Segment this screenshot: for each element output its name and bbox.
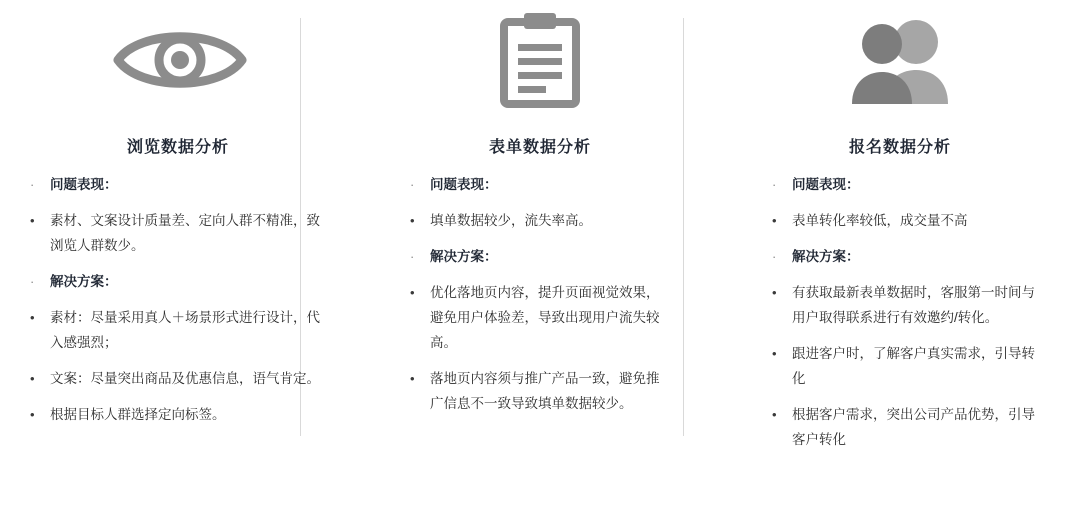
- list-item-text: 素材、文案设计质量差、定向人群不精准，致浏览人群数少。: [50, 212, 320, 253]
- list-item: [30, 306, 320, 356]
- list-item: [772, 173, 1040, 198]
- bullet-marker: •: [772, 284, 777, 300]
- bullet-marker: •: [410, 284, 415, 300]
- list-item-text: 问题表现：: [50, 177, 118, 192]
- bullet-marker: •: [30, 406, 35, 422]
- list-item: [410, 281, 668, 356]
- list-item: [30, 173, 320, 198]
- column-title: 表单数据分析: [488, 139, 591, 156]
- bullet-list: [376, 173, 704, 417]
- column-signup-data-analysis: [720, 0, 1080, 506]
- bullet-marker: •: [30, 212, 35, 228]
- list-item: [410, 367, 668, 417]
- bullet-marker: •: [410, 370, 415, 386]
- list-item-text: 问题表现：: [792, 177, 860, 192]
- list-item: [410, 245, 668, 270]
- bullet-marker: •: [772, 212, 777, 228]
- bullet-marker: ·: [30, 273, 35, 289]
- list-item-text: 跟进客户时，了解客户真实需求，引导转化: [792, 345, 1035, 386]
- list-item-text: 根据目标人群选择定向标签。: [50, 406, 226, 422]
- list-item-text: 有获取最新表单数据时，客服第一时间与用户取得联系进行有效邀约/转化。: [792, 284, 1035, 325]
- list-item: [30, 270, 320, 295]
- bullet-marker: •: [772, 345, 777, 361]
- list-item: [772, 281, 1040, 331]
- list-item-text: 填单数据较少，流失率高。: [430, 212, 592, 228]
- list-item-text: 文案：尽量突出商品及优惠信息，语气肯定。: [50, 370, 320, 386]
- list-item: [772, 342, 1040, 392]
- users-icon: [736, 0, 1064, 120]
- list-item: [772, 209, 1040, 234]
- bullet-marker: ·: [410, 177, 415, 192]
- list-item-text: 素材：尽量采用真人＋场景形式进行设计，代入感强烈；: [50, 309, 320, 350]
- list-item-text: 优化落地页内容，提升页面视觉效果，避免用户体验差，导致出现用户流失较高。: [430, 284, 660, 350]
- bullet-marker: •: [30, 370, 35, 386]
- bullet-marker: ·: [30, 177, 35, 192]
- list-item-text: 根据客户需求，突出公司产品优势，引导客户转化: [792, 406, 1035, 447]
- eye-icon: [16, 0, 344, 120]
- list-item-text: 解决方案：: [792, 248, 860, 264]
- list-item-text: 解决方案：: [430, 248, 498, 264]
- list-item: [410, 173, 668, 198]
- list-item: [772, 245, 1040, 270]
- bullet-list: [16, 173, 344, 428]
- clipboard-icon: [376, 0, 704, 120]
- list-item: [30, 403, 320, 428]
- column-browse-data-analysis: [0, 0, 360, 506]
- bullet-marker: ·: [772, 177, 777, 192]
- column-title: 报名数据分析: [848, 139, 951, 156]
- list-item-text: 落地页内容须与推广产品一致，避免推广信息不一致导致填单数据较少。: [430, 370, 660, 411]
- bullet-marker: •: [772, 406, 777, 422]
- column-title: 浏览数据分析: [126, 139, 229, 156]
- bullet-marker: •: [30, 309, 35, 325]
- list-item: [410, 209, 668, 234]
- list-item-text: 表单转化率较低，成交量不高: [792, 212, 968, 228]
- list-item: [30, 209, 320, 259]
- bullet-list: [736, 173, 1064, 453]
- list-item: [772, 403, 1040, 453]
- bullet-marker: ·: [772, 248, 777, 264]
- bullet-marker: ·: [410, 248, 415, 264]
- list-item: [30, 367, 320, 392]
- bullet-marker: •: [410, 212, 415, 228]
- list-item-text: 解决方案：: [50, 273, 118, 289]
- column-form-data-analysis: [360, 0, 720, 506]
- list-item-text: 问题表现：: [430, 177, 498, 192]
